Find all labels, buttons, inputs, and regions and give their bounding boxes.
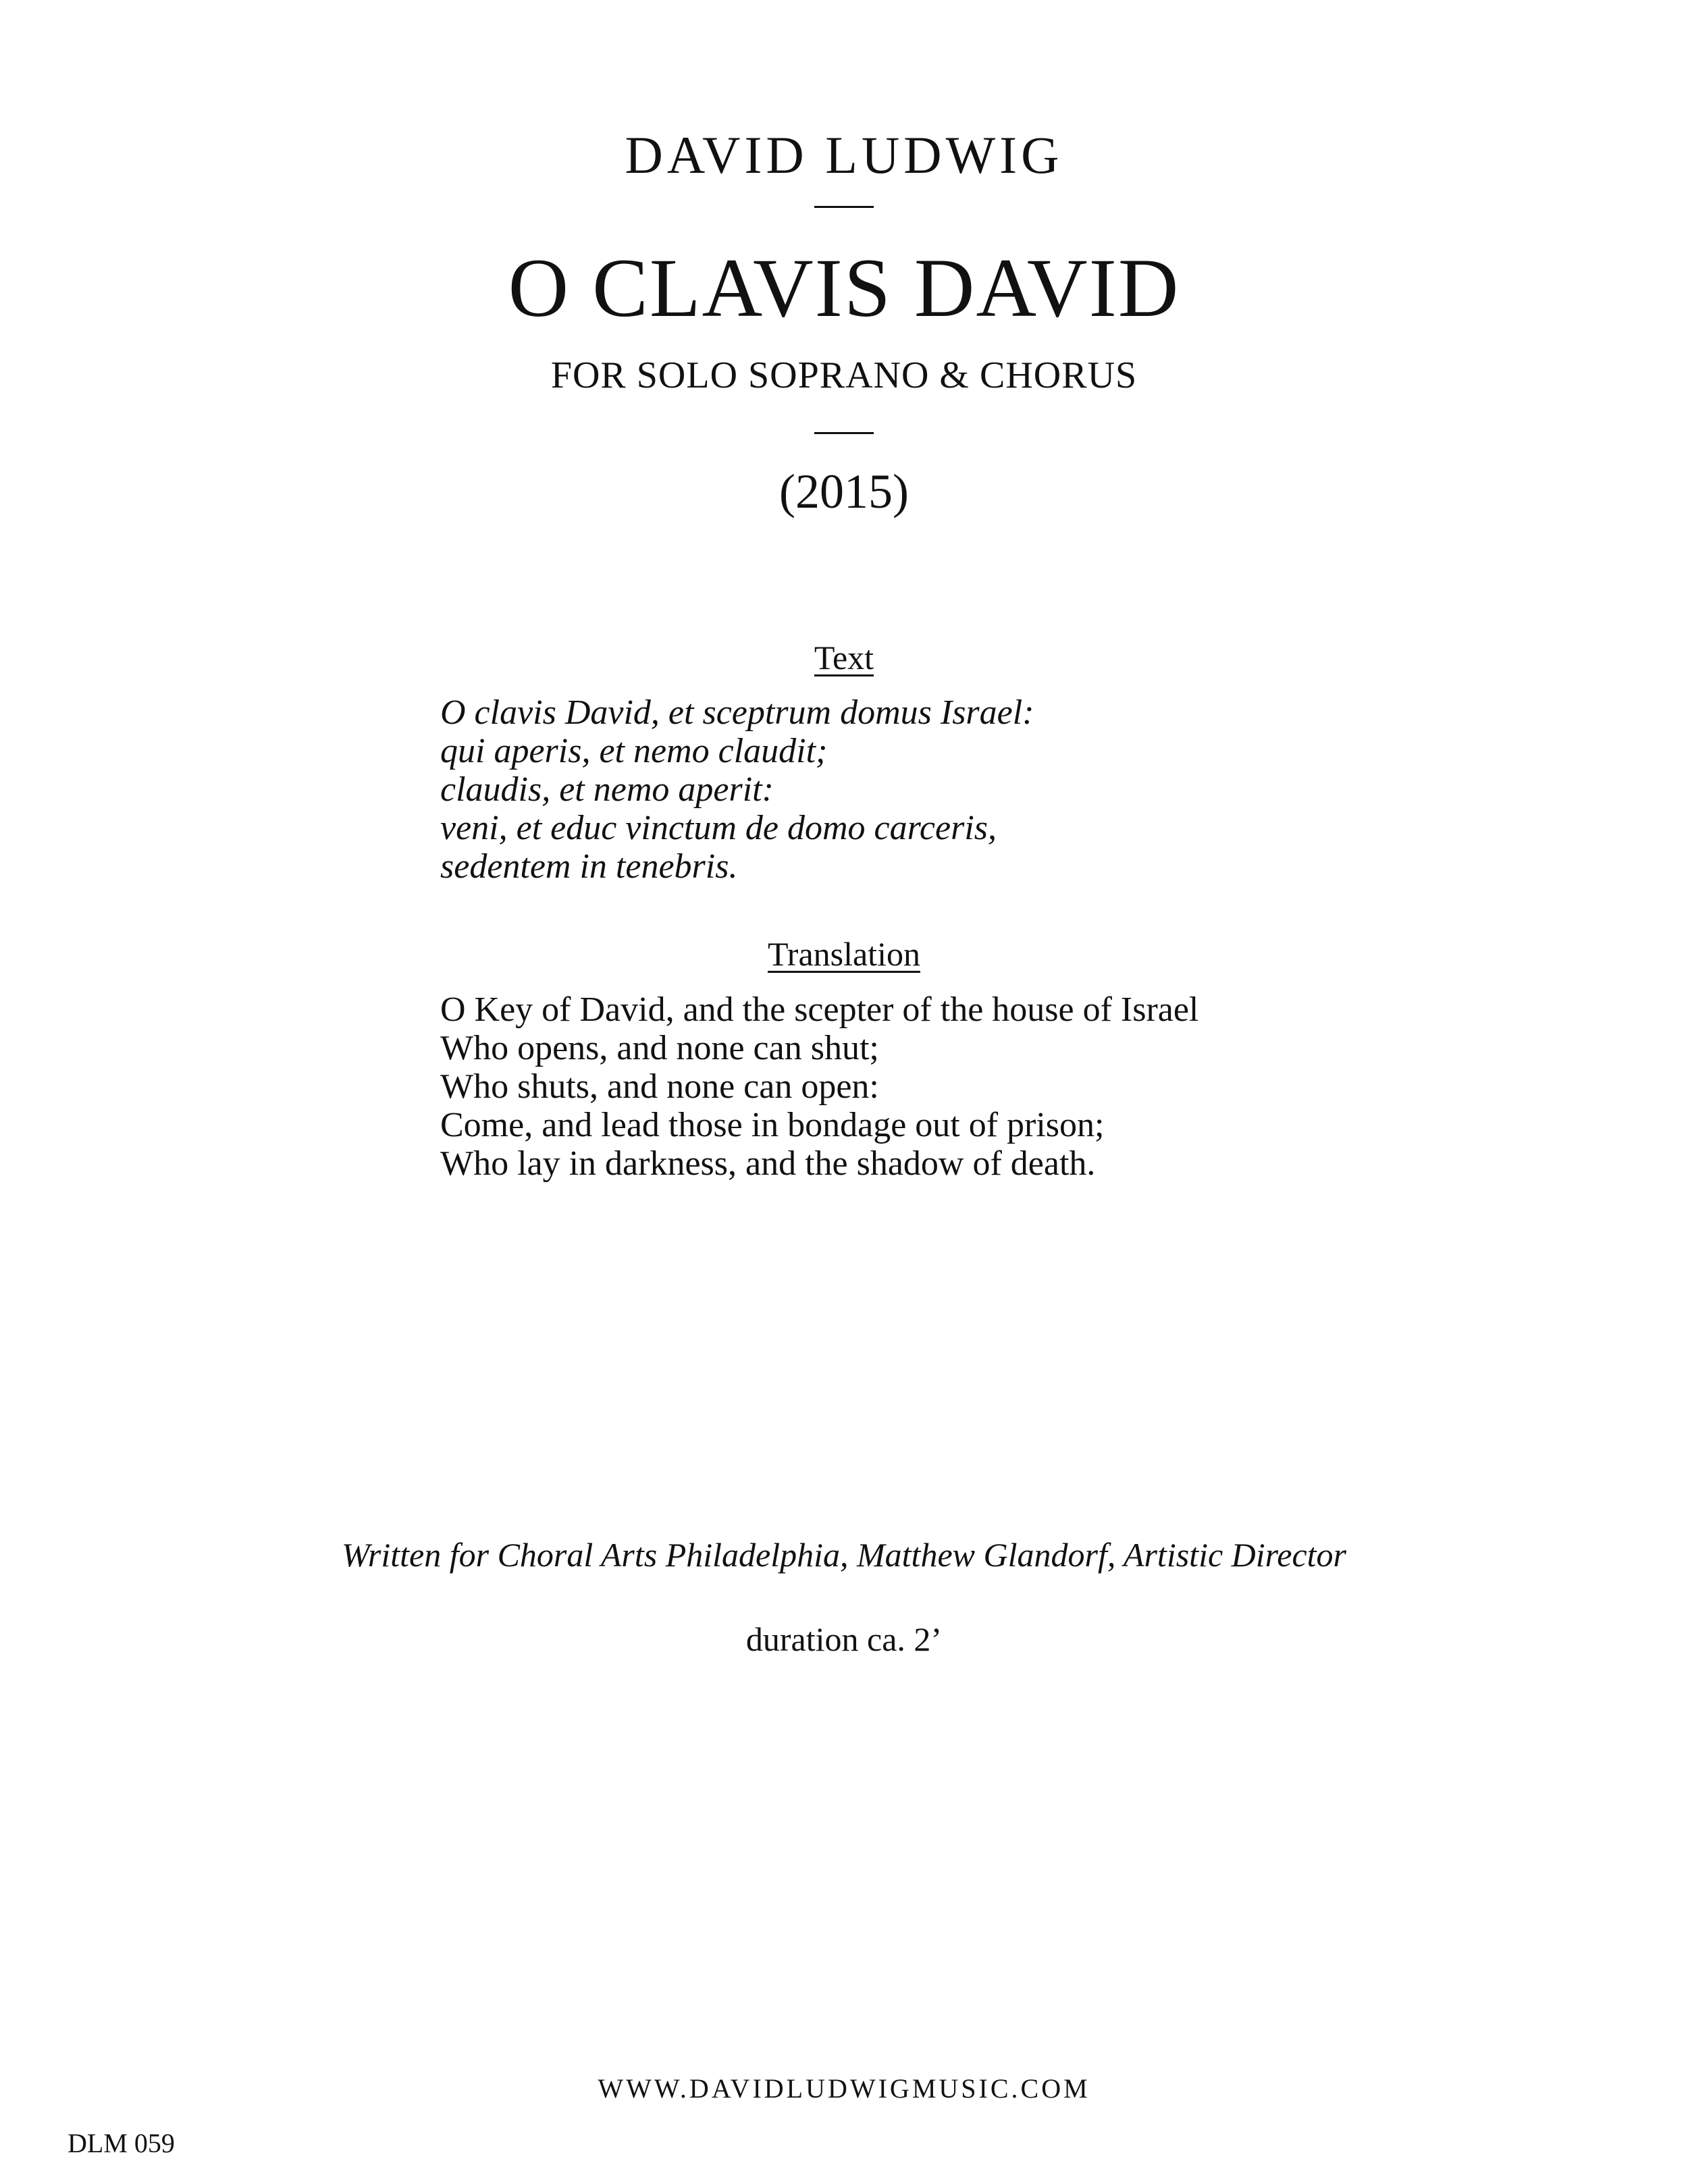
english-translation xyxy=(440,990,1198,1183)
latin-line: O clavis David, et sceptrum domus Israel: xyxy=(440,693,1034,732)
translation-line: Who lay in darkness, and the shadow of death. xyxy=(440,1144,1096,1183)
duration: duration ca. 2’ xyxy=(745,1620,943,1658)
latin-line: veni, et educ vinctum de domo carceris, xyxy=(440,809,997,847)
translation-line: Come, and lead those in bondage out of prison; xyxy=(440,1106,1105,1144)
work-subtitle: FOR SOLO SOPRANO & CHORUS xyxy=(550,354,1138,396)
work-title: O CLAVIS DAVID xyxy=(508,242,1180,334)
title-divider-top xyxy=(814,206,874,208)
latin-line: qui aperis, et nemo claudit; xyxy=(440,732,828,770)
latin-line: sedentem in tenebris. xyxy=(440,847,738,886)
catalog-number: DLM 059 xyxy=(68,2128,175,2158)
latin-line: claudis, et nemo aperit: xyxy=(440,770,774,809)
dedication: Written for Choral Arts Philadelphia, Matthew Glandorf, Artistic Director xyxy=(342,1536,1346,1574)
translation-heading: Translation xyxy=(768,935,920,973)
text-heading: Text xyxy=(814,639,874,676)
title-divider-bottom xyxy=(814,432,874,434)
translation-line: O Key of David, and the scepter of the house of Israel xyxy=(440,990,1199,1029)
composer-name: DAVID LUDWIG xyxy=(625,126,1063,184)
website-url[interactable]: WWW.DAVIDLUDWIGMUSIC.COM xyxy=(598,2073,1090,2104)
translation-line: Who shuts, and none can open: xyxy=(440,1067,879,1106)
latin-text xyxy=(440,693,1034,886)
translation-line: Who opens, and none can shut; xyxy=(440,1029,879,1067)
composition-year: (2015) xyxy=(779,464,909,518)
